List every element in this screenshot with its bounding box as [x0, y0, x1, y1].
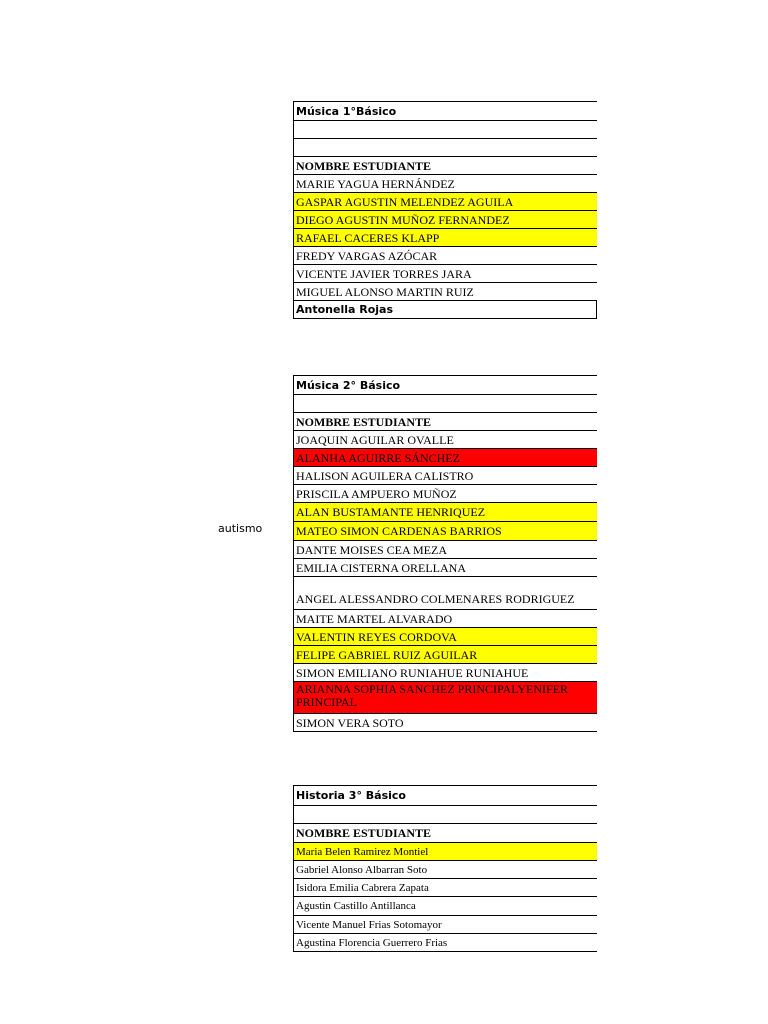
table-row: DANTE MOISES CEA MEZA — [293, 540, 597, 558]
empty-row — [293, 394, 597, 412]
column-header: NOMBRE ESTUDIANTE — [293, 156, 597, 174]
table-row: Agustina Florencia Guerrero Frias — [293, 933, 597, 952]
table-row: DIEGO AGUSTIN MUÑOZ FERNANDEZ — [293, 210, 597, 228]
table-row: MIGUEL ALONSO MARTIN RUIZ — [293, 282, 597, 300]
table-row: ANGEL ALESSANDRO COLMENARES RODRIGUEZ — [293, 576, 597, 609]
table-row: GASPAR AGUSTIN MELENDEZ AGUILA — [293, 192, 597, 210]
table-historia-3-basico — [293, 785, 597, 952]
table-musica-2-basico — [293, 375, 597, 732]
table-row: ARIANNA SOPHIA SANCHEZ PRINCIPALYENIFER PRINCIPAL — [293, 681, 597, 713]
table-row: VALENTIN REYES CORDOVA — [293, 627, 597, 645]
table-row: EMILIA CISTERNA ORELLANA — [293, 558, 597, 576]
table-row: JOAQUIN AGUILAR OVALLE — [293, 430, 597, 448]
table-row: VICENTE JAVIER TORRES JARA — [293, 264, 597, 282]
table-title: Historia 3° Básico — [293, 785, 597, 805]
empty-row — [293, 138, 597, 156]
table-title: Música 1°Básico — [293, 101, 597, 120]
table-row: Antonella Rojas — [293, 300, 597, 319]
empty-row — [293, 120, 597, 138]
table-row: Gabriel Alonso Albarran Soto — [293, 860, 597, 878]
table-row: SIMON EMILIANO RUNIAHUE RUNIAHUE — [293, 663, 597, 681]
table-row: RAFAEL CACERES KLAPP — [293, 228, 597, 246]
table-title: Música 2° Básico — [293, 375, 597, 394]
table-row: Isidora Emilia Cabrera Zapata — [293, 878, 597, 896]
empty-row — [293, 805, 597, 823]
table-row: Agustin Castillo Antillanca — [293, 896, 597, 915]
table-row: MARIE YAGUA HERNÁNDEZ — [293, 174, 597, 192]
autismo-note: autismo — [218, 522, 263, 535]
table-row: Vicente Manuel Frias Sotomayor — [293, 915, 597, 933]
column-header: NOMBRE ESTUDIANTE — [293, 823, 597, 842]
table-row: MAITE MARTEL ALVARADO — [293, 609, 597, 627]
table-row: MATEO SIMON CARDENAS BARRIOS — [293, 521, 597, 540]
table-row: ALAN BUSTAMANTE HENRIQUEZ — [293, 502, 597, 521]
column-header: NOMBRE ESTUDIANTE — [293, 412, 597, 430]
table-row: SIMON VERA SOTO — [293, 713, 597, 732]
table-row: FREDY VARGAS AZÓCAR — [293, 246, 597, 264]
table-row: FELIPE GABRIEL RUIZ AGUILAR — [293, 645, 597, 663]
table-row: HALISON AGUILERA CALISTRO — [293, 466, 597, 484]
table-musica-1-basico — [293, 101, 597, 319]
table-row: PRISCILA AMPUERO MUÑOZ — [293, 484, 597, 502]
table-row: Maria Belen Ramirez Montiel — [293, 842, 597, 860]
table-row: ALANHA AGUIRRE SÁNCHEZ — [293, 448, 597, 466]
